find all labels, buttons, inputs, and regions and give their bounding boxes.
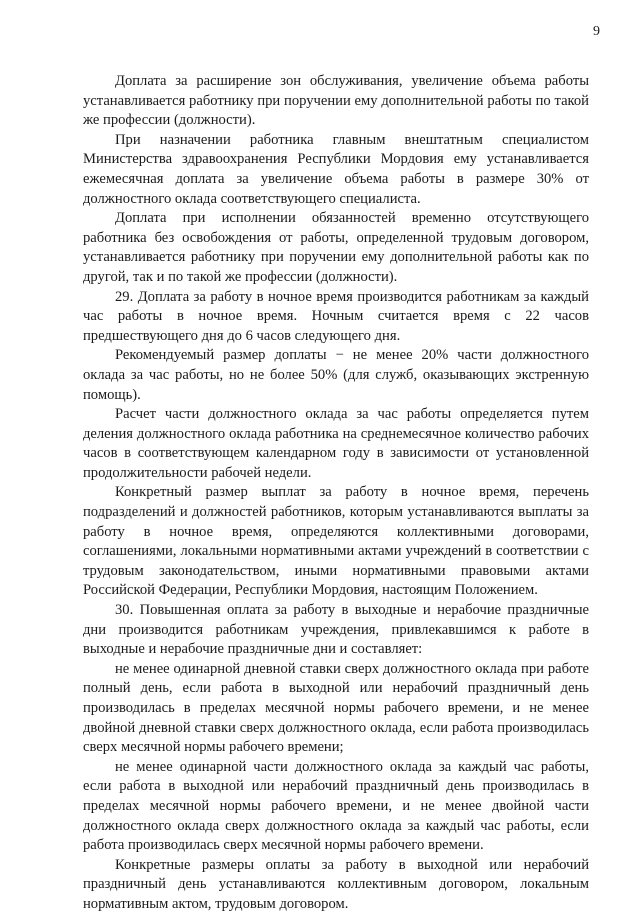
paragraph-specific-holiday-rates: Конкретные размеры оплаты за работу в выходной или нерабочий праздничный день устанавливаются коллективным договором, локальным нормативным актом, трудовым договором. [83,856,589,912]
paragraph-specific-night-rates: Конкретный размер выплат за работу в ночное время, перечень подразделений и должностей работников, которым устанавливаются выплаты за работу в ночное время, определяются коллективными договорами, соглашениями, локальными нормативными актами учреждений в соответствии с трудовым законодательством, иными нормативными правовыми актами Российской Федерации, Республики Мордовия, настоящим Положением. [83,484,589,599]
paragraph-daily-rate: не менее одинарной дневной ставки сверх должностного оклада при работе полный день, если работа в выходной или нерабочий праздничный день производилась в пределах месячной нормы рабочего времени, и не менее двойной дневной ставки сверх должностного оклада, если работа производилась сверх месячной нормы рабочего времени; [83,660,589,756]
paragraph-hourly-rate: не менее одинарной части должностного оклада за каждый час работы, если работа в выходной или нерабочий праздничный день производилась в пределах месячной нормы рабочего времени, и не менее двойной части должностного оклада сверх должностного оклада за каждый час работы, если работа производилась сверх месячной нормы рабочего времени. [83,758,589,854]
paragraph-zone-expansion: Доплата за расширение зон обслуживания, увеличение объема работы устанавливается работнику при поручении ему дополнительной работы по такой же профессии (должности). [83,73,589,129]
page-number: 9 [593,24,600,39]
paragraph-absent-worker: Доплата при исполнении обязанностей временно отсутствующего работника без освобождения от работы, определенной трудовым договором, устанавливается работнику при поручении ему дополнительной работы как по другой, так и по такой же профессии (должности). [83,210,589,285]
paragraph-hourly-calculation: Расчет части должностного оклада за час работы определяется путем деления должностного оклада работника на среднемесячное количество рабочих часов в соответствующем календарном году в зависимости от установленной продолжительности рабочей недели. [83,406,589,481]
paragraph-recommended-rate: Рекомендуемый размер доплаты − не менее 20% части должностного оклада за час работы, но не более 50% (для служб, оказывающих экстренную помощь). [83,347,589,403]
paragraph-chief-specialist: При назначении работника главным внештатным специалистом Министерства здравоохранения Республики Мордовия ему устанавливается ежемесячная доплата за увеличение объема работы в размере 30% от должностного оклада соответствующего специалиста. [83,131,589,207]
document-body [83,72,589,915]
paragraph-29-night-work: 29. Доплата за работу в ночное время производится работникам за каждый час работы в ночное время. Ночным считается время с 22 часов предшествующего дня до 6 часов следующего дня. [83,288,589,344]
paragraph-30-holiday-work: 30. Повышенная оплата за работу в выходные и нерабочие праздничные дни производится работникам учреждения, привлекавшимся к работе в выходные и нерабочие праздничные дни и составляет: [83,602,589,658]
